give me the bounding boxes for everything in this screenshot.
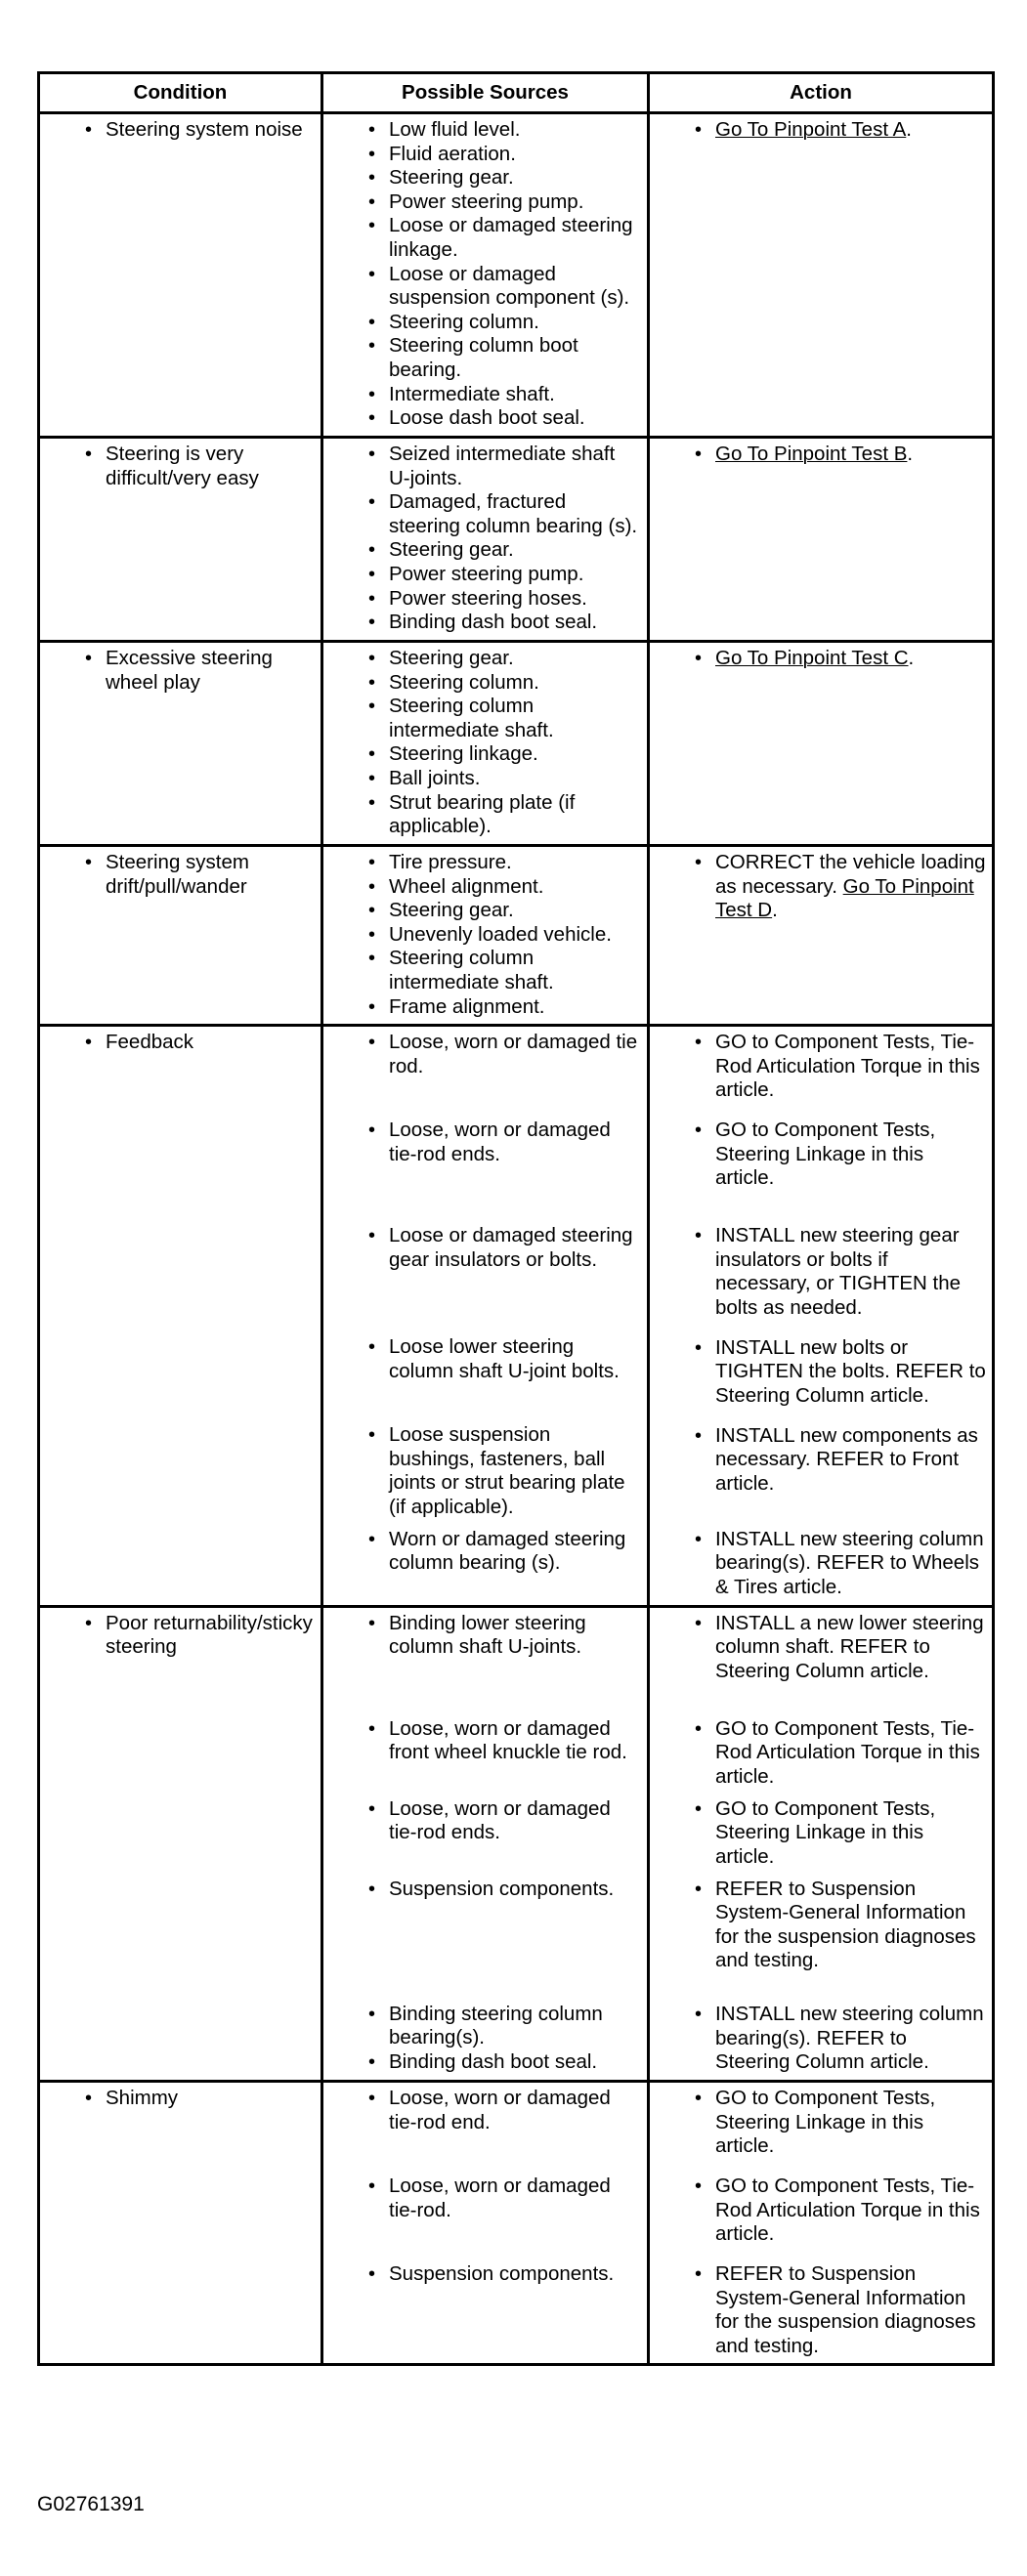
- sources-cell: [322, 1026, 649, 1606]
- actions-cell: [649, 642, 994, 846]
- sources-cell: [322, 1606, 649, 2081]
- source-item: • Loose or damaged steering gear insulators or bolts.: [329, 1224, 641, 1272]
- source-item: • Ball joints.: [329, 767, 641, 791]
- source-item: • Steering column intermediate shaft.: [329, 947, 641, 994]
- source-item: • Tire pressure.: [329, 851, 641, 875]
- link-suffix: .: [907, 443, 914, 465]
- source-item: • Loose suspension bushings, fasteners, ball joints or strut bearing plate (if applicable).: [329, 1423, 641, 1519]
- source-item: • Steering gear.: [329, 647, 641, 671]
- source-item: • Strut bearing plate (if applicable).: [329, 791, 641, 839]
- action-text: GO to Component Tests, Tie-Rod Articulation Torque in this article.: [715, 1031, 980, 1102]
- sources-cell: [322, 113, 649, 438]
- source-group: [329, 1797, 641, 1870]
- condition-text: • Steering is very difficult/very easy: [46, 443, 315, 490]
- action-item: [656, 1336, 986, 1409]
- source-item: • Binding dash boot seal.: [329, 2050, 641, 2075]
- table-row: [39, 642, 994, 846]
- source-group: [329, 1119, 641, 1191]
- source-group: [329, 1612, 641, 1684]
- source-item: • Frame alignment.: [329, 995, 641, 1020]
- source-item: • Low fluid level.: [329, 118, 641, 143]
- source-item: • Damaged, fractured steering column bearing (s).: [329, 490, 641, 538]
- source-item: • Steering column boot bearing.: [329, 334, 641, 382]
- source-item: • Binding dash boot seal.: [329, 611, 641, 635]
- action-text: REFER to Suspension System-General Information for the suspension diagnoses and testing.: [715, 2261, 976, 2357]
- action-group: [656, 118, 986, 431]
- source-group: [329, 1528, 641, 1600]
- source-item: • Power steering hoses.: [329, 587, 641, 612]
- action-text: INSTALL new steering column bearing(s). REFER to Wheels & Tires article.: [715, 1527, 984, 1598]
- pinpoint-test-link[interactable]: Go To Pinpoint Test B: [715, 443, 908, 465]
- action-group: [656, 1612, 986, 1684]
- source-item: • Steering column.: [329, 671, 641, 696]
- table-row: [39, 846, 994, 1026]
- action-item: [656, 1797, 986, 1870]
- action-text: GO to Component Tests, Steering Linkage in this article.: [715, 2086, 936, 2158]
- action-item: [656, 1878, 986, 1973]
- action-group: [656, 1528, 986, 1600]
- source-item: • Power steering pump.: [329, 563, 641, 587]
- source-item: • Loose, worn or damaged tie rod.: [329, 1031, 641, 1078]
- source-item: • Loose or damaged steering linkage.: [329, 214, 641, 262]
- action-group: [656, 1119, 986, 1191]
- condition-cell: [39, 113, 322, 438]
- action-item: [656, 443, 986, 467]
- condition-text: • Shimmy: [46, 2087, 315, 2111]
- condition-text: • Steering system noise: [46, 118, 315, 143]
- diagnosis-table: [37, 71, 995, 2366]
- action-text: GO to Component Tests, Tie-Rod Articulation Torque in this article.: [715, 2174, 980, 2246]
- table-row: [39, 438, 994, 642]
- action-group: [656, 2262, 986, 2358]
- source-group: [329, 1335, 641, 1408]
- action-text: INSTALL a new lower steering column shaft. REFER to Steering Column article.: [715, 1611, 984, 1682]
- condition-cell: [39, 846, 322, 1026]
- column-header-possible-sources: Possible Sources: [322, 73, 649, 113]
- link-suffix: .: [908, 647, 915, 669]
- source-item: • Steering gear.: [329, 538, 641, 563]
- source-group: [329, 118, 641, 431]
- pinpoint-test-link[interactable]: Go To Pinpoint Test A: [715, 118, 907, 141]
- source-item: • Steering gear.: [329, 166, 641, 190]
- action-item: [656, 851, 986, 923]
- condition-cell: [39, 2081, 322, 2364]
- table-row: [39, 2081, 994, 2364]
- action-group: [656, 1717, 986, 1790]
- pinpoint-test-link[interactable]: Go To Pinpoint Test C: [715, 647, 909, 669]
- action-text: REFER to Suspension System-General Information for the suspension diagnoses and testing.: [715, 1877, 976, 1972]
- source-item: • Power steering pump.: [329, 190, 641, 215]
- action-text: GO to Component Tests, Steering Linkage in this article.: [715, 1796, 936, 1868]
- action-item: [656, 1119, 986, 1191]
- condition-cell: [39, 1026, 322, 1606]
- sources-cell: [322, 642, 649, 846]
- source-group: [329, 2175, 641, 2247]
- action-text: CORRECT the vehicle loading as necessary.: [715, 851, 986, 898]
- action-item: [656, 2003, 986, 2075]
- action-group: [656, 2175, 986, 2247]
- action-item: [656, 1224, 986, 1320]
- condition-text: • Excessive steering wheel play: [46, 647, 315, 695]
- actions-cell: [649, 2081, 994, 2364]
- action-group: [656, 851, 986, 1019]
- sources-cell: [322, 2081, 649, 2364]
- source-item: • Suspension components.: [329, 2262, 641, 2287]
- action-item: [656, 1528, 986, 1600]
- column-header-action: Action: [649, 73, 994, 113]
- source-item: • Loose lower steering column shaft U-joint bolts.: [329, 1335, 641, 1383]
- column-header-condition: Condition: [39, 73, 322, 113]
- source-group: [329, 851, 641, 1019]
- source-group: [329, 2262, 641, 2358]
- sources-cell: [322, 438, 649, 642]
- source-group: [329, 443, 641, 635]
- source-group: [329, 1717, 641, 1790]
- table-row: [39, 1606, 994, 2081]
- source-item: • Unevenly loaded vehicle.: [329, 923, 641, 948]
- link-suffix: .: [772, 899, 778, 922]
- source-item: • Loose, worn or damaged tie-rod end.: [329, 2087, 641, 2134]
- action-item: [656, 2087, 986, 2159]
- source-item: • Steering column intermediate shaft.: [329, 695, 641, 742]
- action-text: INSTALL new steering column bearing(s). REFER to Steering Column article.: [715, 2002, 984, 2074]
- source-item: • Binding lower steering column shaft U-joints.: [329, 1612, 641, 1660]
- condition-cell: [39, 642, 322, 846]
- source-item: • Loose or damaged suspension component (s).: [329, 263, 641, 311]
- action-item: [656, 1424, 986, 1497]
- table-header-row: [39, 73, 994, 113]
- action-text: GO to Component Tests, Steering Linkage in this article.: [715, 1119, 936, 1190]
- action-text: INSTALL new components as necessary. REFER to Front article.: [715, 1423, 978, 1495]
- condition-text: • Feedback: [46, 1031, 315, 1055]
- pinpoint-test-link[interactable]: Go To Pinpoint Test D: [715, 874, 974, 922]
- source-group: [329, 1423, 641, 1519]
- source-item: • Seized intermediate shaft U-joints.: [329, 443, 641, 490]
- source-item: • Suspension components.: [329, 1878, 641, 1902]
- action-item: [656, 2175, 986, 2247]
- action-item: [656, 118, 986, 143]
- action-group: [656, 1224, 986, 1320]
- source-item: • Steering linkage.: [329, 742, 641, 767]
- table-row: [39, 1026, 994, 1606]
- action-group: [656, 2003, 986, 2075]
- source-item: • Intermediate shaft.: [329, 383, 641, 407]
- action-group: [656, 1424, 986, 1520]
- source-item: • Steering column.: [329, 311, 641, 335]
- source-item: • Loose, worn or damaged front wheel knuckle tie rod.: [329, 1717, 641, 1765]
- figure-id: G02761391: [37, 2493, 145, 2515]
- action-group: [656, 1336, 986, 1409]
- source-item: • Steering gear.: [329, 899, 641, 923]
- source-group: [329, 1224, 641, 1320]
- source-item: • Binding steering column bearing(s).: [329, 2003, 641, 2050]
- source-item: • Worn or damaged steering column bearing (s).: [329, 1528, 641, 1576]
- source-group: [329, 1031, 641, 1103]
- condition-cell: [39, 438, 322, 642]
- actions-cell: [649, 846, 994, 1026]
- action-item: [656, 647, 986, 671]
- sources-cell: [322, 846, 649, 1026]
- source-group: [329, 647, 641, 839]
- action-item: [656, 2262, 986, 2358]
- action-text: INSTALL new bolts or TIGHTEN the bolts. REFER to Steering Column article.: [715, 1335, 986, 1407]
- source-item: • Wheel alignment.: [329, 875, 641, 900]
- actions-cell: [649, 1026, 994, 1606]
- source-item: • Loose dash boot seal.: [329, 406, 641, 431]
- actions-cell: [649, 113, 994, 438]
- actions-cell: [649, 438, 994, 642]
- condition-text: • Poor returnability/sticky steering: [46, 1612, 315, 1660]
- link-suffix: .: [906, 118, 912, 141]
- action-item: [656, 1717, 986, 1790]
- action-group: [656, 1878, 986, 1973]
- source-group: [329, 2087, 641, 2159]
- source-group: [329, 1878, 641, 1973]
- action-item: [656, 1031, 986, 1103]
- action-group: [656, 1031, 986, 1103]
- source-item: • Loose, worn or damaged tie-rod.: [329, 2175, 641, 2222]
- source-item: • Loose, worn or damaged tie-rod ends.: [329, 1119, 641, 1166]
- source-item: • Loose, worn or damaged tie-rod ends.: [329, 1797, 641, 1845]
- action-item: [656, 1612, 986, 1684]
- action-group: [656, 443, 986, 635]
- action-text: GO to Component Tests, Tie-Rod Articulation Torque in this article.: [715, 1716, 980, 1788]
- condition-cell: [39, 1606, 322, 2081]
- actions-cell: [649, 1606, 994, 2081]
- source-group: [329, 2003, 641, 2075]
- action-group: [656, 2087, 986, 2159]
- action-group: [656, 647, 986, 839]
- table-row: [39, 113, 994, 438]
- action-group: [656, 1797, 986, 1870]
- condition-text: • Steering system drift/pull/wander: [46, 851, 315, 899]
- source-item: • Fluid aeration.: [329, 143, 641, 167]
- action-text: INSTALL new steering gear insulators or bolts if necessary, or TIGHTEN the bolts as needed.: [715, 1224, 962, 1319]
